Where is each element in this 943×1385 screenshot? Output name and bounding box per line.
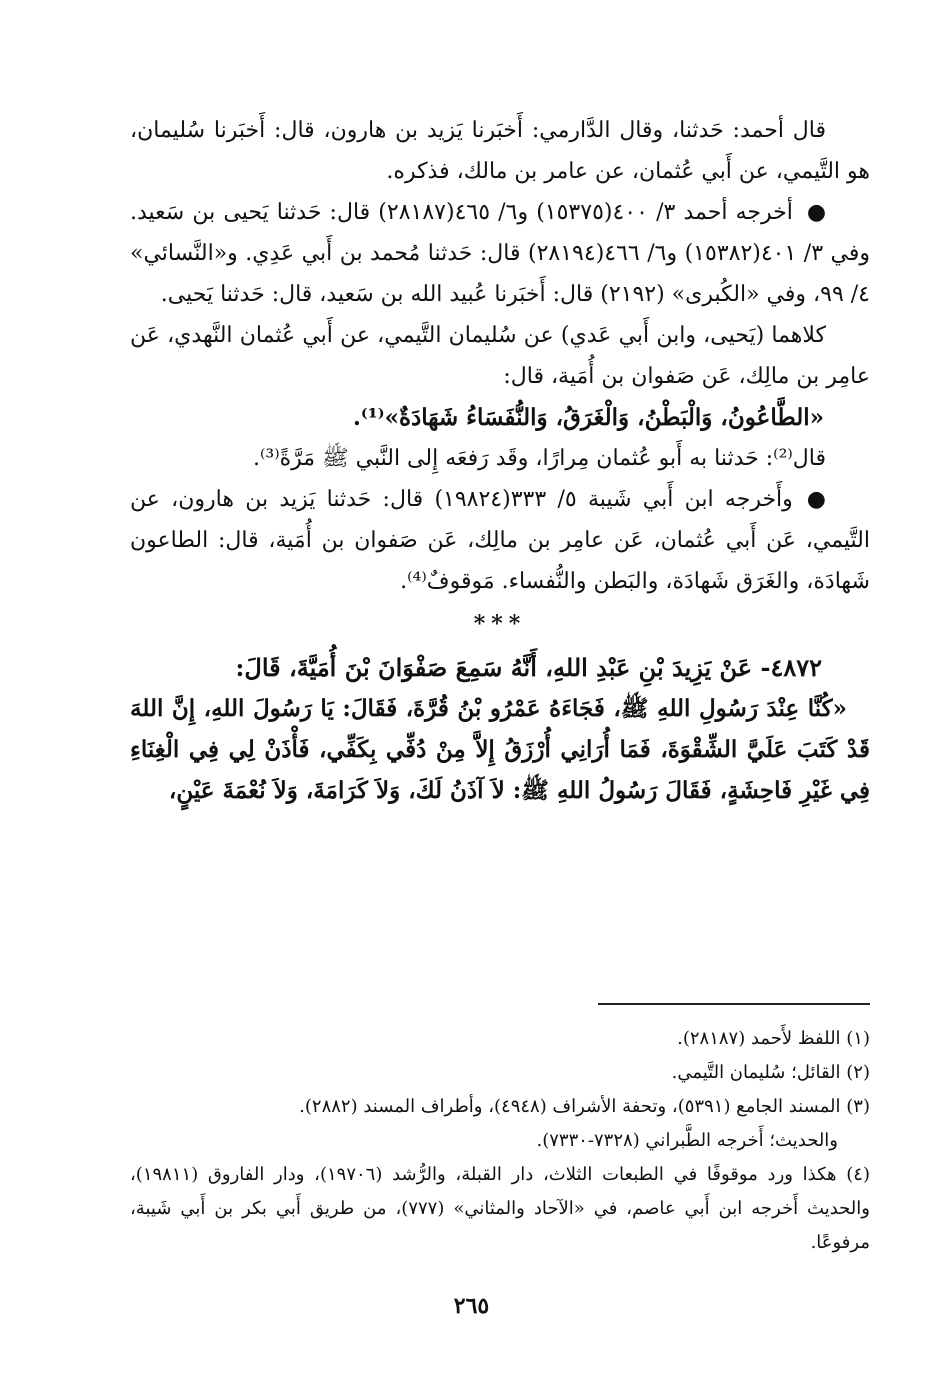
footnotes bbox=[130, 1022, 870, 1260]
hadith-matn: «الطَّاعُونُ، وَالْبَطْنُ، وَالْغَرَقُ، وَالنُّفَسَاءُ شَهَادَةٌ»⁽¹⁾. bbox=[352, 404, 824, 431]
paragraph-takhrij-ahmad-text: أخرجه أحمد ٣/ ٤٠٠(١٥٣٧٥) و٦/ ٤٦٥(٢٨١٨٧) قال: حَدثنا يَحيى بن سَعيد. وفي ٣/ ٤٠١(١٥٣٨٢) و٦/ ٤٦٦(٢٨١٩٤) قال: حَدثنا مُحمد بن أَبي عَدِي. و«النَّسائي» ٤/ ٩٩، وفي «الكُبرى» (٢١٩٢) قال: أَخبَرنا عُبيد الله بن سَعيد، قال: حَدثنا يَحيى. bbox=[130, 200, 871, 307]
footnote-4: (٤) هكذا ورد موقوفًا في الطبعات الثلاث، دار القبلة، والرُّشد (١٩٧٠٦)، ودار الفاروق (١٩٨١١)، والحديث أَخرجه ابن أَبي عاصم، في «الآحاد والمثاني» (٧٧٧)، من طريق أَبي بكر بن أَبي شَيبة، مرفوعًا. bbox=[130, 1164, 870, 1253]
footnote-separator bbox=[598, 1003, 870, 1005]
paragraph-takhrij-ibn-abi-shaybah bbox=[130, 479, 870, 602]
paragraph-takhrij-ahmad bbox=[130, 192, 870, 315]
paragraph-narration: قال أحمد: حَدثنا، وقال الدَّارمي: أَخبَرنا يَزيد بن هارون، قال: أَخبَرنا سُليمان، هو التَّيمي، عن أَبي عُثمان، عن عامر بن مالك، فذكره. bbox=[130, 118, 870, 184]
section-divider-stars: *** bbox=[473, 611, 527, 637]
bullet-icon: ● bbox=[806, 487, 826, 512]
bullet-icon: ● bbox=[806, 200, 827, 225]
footnote-3-continuation: والحديث؛ أَخرجه الطَّبراني (٧٣٢٨-٧٣٣٠). bbox=[536, 1130, 838, 1151]
footnote-3: (٣) المسند الجامع (٥٣٩١)، وتحفة الأشراف (٤٩٤٨)، وأطراف المسند (٢٨٨٢). bbox=[299, 1096, 870, 1117]
footnote-1: (١) اللفظ لأَحمد (٢٨١٨٧). bbox=[677, 1028, 870, 1049]
hadith-text: «كُنَّا عِنْدَ رَسُولِ اللهِ ﷺ، فَجَاءَهُ عَمْرُو بْنُ قُرَّةَ، فَقَالَ: يَا رَسُولَ اللهِ، إِنَّ اللهَ قَدْ كَتَبَ عَلَيَّ الشِّقْوَةَ، فَمَا أُرَانِي أُرْزَقُ إِلاَّ مِنْ دُفِّي بِكَفِّي، فَأْذَنْ لِي فِي الْغِنَاءِ فِي غَيْرِ فَاحِشَةٍ، فَقَالَ رَسُولُ اللهِ ﷺ: لاَ آذَنُ لَكَ، وَلاَ كَرَامَةَ، وَلاَ نُعْمَةَ عَيْنٍ، bbox=[130, 695, 870, 804]
paragraph-isnad: كلاهما (يَحيى، وابن أَبي عَدي) عن سُليمان التَّيمي، عن أَبي عُثمان النَّهدي، عَن عامِر بن مالِك، عَن صَفوان بن أُمَية، قال: bbox=[130, 323, 870, 389]
footnote-2: (٢) القائل؛ سُليمان التَّيمي. bbox=[671, 1062, 870, 1083]
hadith-heading: ٤٨٧٢- عَنْ يَزِيدَ بْنِ عَبْدِ اللهِ، أَنَّهُ سَمِعَ صَفْوَانَ بْنَ أُمَيَّةَ، قَالَ: bbox=[235, 653, 822, 682]
main-text bbox=[130, 110, 870, 811]
paragraph-narrator-note: قال⁽²⁾: حَدثنا به أَبو عُثمان مِرارًا، وقَد رَفعَه إِلى النَّبي ﷺ مَرَّةً⁽³⁾. bbox=[252, 446, 826, 471]
paragraph-takhrij-ibn-abi-shaybah-text: وأَخرجه ابن أَبي شَيبة ٥/ ٣٣٣(١٩٨٢٤) قال: حَدثنا يَزيد بن هارون، عن التَّيمي، عَن أَبي عُثمان، عَن عامِر بن مالِك، عَن صَفوان بن أُمَية، قال: الطاعون شَهادَة، والغَرَق شَهادَة، والبَطن والنُّفساء. مَوقوفٌ⁽⁴⁾. bbox=[130, 487, 871, 594]
page-number: ٢٦٥ bbox=[453, 1293, 490, 1319]
